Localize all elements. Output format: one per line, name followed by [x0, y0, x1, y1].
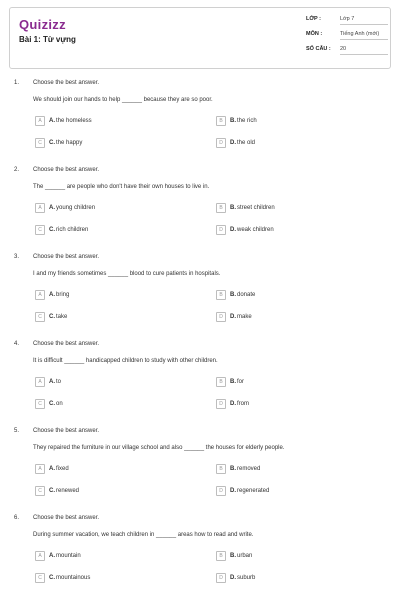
option-c[interactable]	[35, 138, 82, 148]
option-text: removed	[237, 466, 261, 472]
option-letter: C.	[49, 140, 55, 146]
option-checkbox[interactable]: D	[216, 312, 226, 322]
option-checkbox[interactable]: D	[216, 573, 226, 583]
option-a[interactable]	[35, 377, 61, 387]
question-stem: I and my friends sometimes ______ blood to cure patients in hospitals.	[33, 271, 221, 277]
question-number: 2.	[14, 167, 20, 173]
option-a[interactable]	[35, 551, 81, 561]
option-text: the rich	[237, 118, 257, 124]
question-stem: It is difficult ______ handicapped children to study with other children.	[33, 358, 218, 364]
option-c[interactable]	[35, 399, 63, 409]
option-letter: B.	[230, 292, 236, 298]
option-a[interactable]	[35, 290, 69, 300]
option-d[interactable]	[216, 486, 269, 496]
option-checkbox[interactable]: A	[35, 377, 45, 387]
option-checkbox[interactable]: D	[216, 225, 226, 235]
option-letter: D.	[230, 314, 236, 320]
option-checkbox[interactable]: C	[35, 399, 45, 409]
option-letter: A.	[49, 292, 55, 298]
option-text: from	[237, 401, 249, 407]
question-instruction: Choose the best answer.	[33, 515, 100, 521]
question-count-value: 20	[340, 46, 388, 55]
option-a[interactable]	[35, 203, 95, 213]
option-c[interactable]	[35, 486, 79, 496]
option-letter: B.	[230, 553, 236, 559]
option-letter: B.	[230, 379, 236, 385]
option-checkbox[interactable]: C	[35, 486, 45, 496]
option-letter: C.	[49, 227, 55, 233]
option-letter: C.	[49, 575, 55, 581]
option-checkbox[interactable]: B	[216, 377, 226, 387]
option-checkbox[interactable]: D	[216, 399, 226, 409]
option-checkbox[interactable]: B	[216, 116, 226, 126]
option-b[interactable]	[216, 464, 260, 474]
option-checkbox[interactable]: B	[216, 290, 226, 300]
option-b[interactable]	[216, 290, 255, 300]
question-instruction: Choose the best answer.	[33, 80, 100, 86]
option-text: renewed	[56, 488, 80, 494]
option-letter: C.	[49, 488, 55, 494]
option-letter: A.	[49, 553, 55, 559]
option-letter: A.	[49, 466, 55, 472]
option-text: rich children	[56, 227, 89, 233]
quizizz-logo: Quizizz	[19, 17, 66, 32]
option-c[interactable]	[35, 225, 88, 235]
option-text: young children	[56, 205, 96, 211]
option-text: take	[56, 314, 68, 320]
option-text: the old	[237, 140, 256, 146]
option-checkbox[interactable]: A	[35, 290, 45, 300]
option-text: the homeless	[56, 118, 92, 124]
grade-value: Lớp 7	[340, 16, 388, 25]
option-checkbox[interactable]: C	[35, 138, 45, 148]
option-b[interactable]	[216, 116, 257, 126]
option-checkbox[interactable]: C	[35, 312, 45, 322]
option-d[interactable]	[216, 312, 252, 322]
question-number: 3.	[14, 254, 20, 260]
option-text: mountainous	[56, 575, 91, 581]
option-text: bring	[56, 292, 70, 298]
option-b[interactable]	[216, 377, 244, 387]
option-text: make	[237, 314, 252, 320]
option-d[interactable]	[216, 225, 274, 235]
question-number: 4.	[14, 341, 20, 347]
option-letter: C.	[49, 314, 55, 320]
option-checkbox[interactable]: B	[216, 464, 226, 474]
question-number: 5.	[14, 428, 20, 434]
option-text: regenerated	[237, 488, 270, 494]
option-a[interactable]	[35, 116, 92, 126]
option-text: street children	[237, 205, 275, 211]
question-stem: During summer vacation, we teach children in ______ areas how to read and write.	[33, 532, 254, 538]
option-text: on	[56, 401, 63, 407]
subject-label: MÔN :	[306, 31, 323, 37]
option-text: the happy	[56, 140, 83, 146]
subject-value: Tiếng Anh (mới)	[340, 31, 388, 40]
question-count-label: SỐ CÂU :	[306, 46, 331, 52]
option-text: weak children	[237, 227, 274, 233]
question-instruction: Choose the best answer.	[33, 428, 100, 434]
option-d[interactable]	[216, 138, 255, 148]
option-text: mountain	[56, 553, 81, 559]
option-text: donate	[237, 292, 256, 298]
option-letter: D.	[230, 227, 236, 233]
question-instruction: Choose the best answer.	[33, 341, 100, 347]
option-checkbox[interactable]: A	[35, 116, 45, 126]
question-instruction: Choose the best answer.	[33, 167, 100, 173]
question-stem: The ______ are people who don't have their own houses to live in.	[33, 184, 210, 190]
option-text: for	[237, 379, 245, 385]
option-checkbox[interactable]: D	[216, 486, 226, 496]
option-checkbox[interactable]: A	[35, 203, 45, 213]
question-number: 1.	[14, 80, 20, 86]
option-text: urban	[237, 553, 253, 559]
grade-label: LỚP :	[306, 16, 321, 22]
option-text: to	[56, 379, 62, 385]
option-checkbox[interactable]: A	[35, 551, 45, 561]
option-letter: D.	[230, 575, 236, 581]
question-stem: We should join our hands to help ______ because they are so poor.	[33, 97, 213, 103]
option-letter: D.	[230, 401, 236, 407]
option-c[interactable]	[35, 573, 90, 583]
option-letter: B.	[230, 118, 236, 124]
option-checkbox[interactable]: A	[35, 464, 45, 474]
option-d[interactable]	[216, 573, 255, 583]
option-letter: D.	[230, 488, 236, 494]
option-checkbox[interactable]: C	[35, 573, 45, 583]
question-number: 6.	[14, 515, 20, 521]
worksheet-header	[9, 7, 391, 69]
option-letter: D.	[230, 140, 236, 146]
option-d[interactable]	[216, 399, 249, 409]
option-c[interactable]	[35, 312, 67, 322]
option-letter: B.	[230, 205, 236, 211]
question-instruction: Choose the best answer.	[33, 254, 100, 260]
option-letter: A.	[49, 118, 55, 124]
option-checkbox[interactable]: D	[216, 138, 226, 148]
option-checkbox[interactable]: B	[216, 551, 226, 561]
option-letter: A.	[49, 205, 55, 211]
option-a[interactable]	[35, 464, 69, 474]
option-letter: C.	[49, 401, 55, 407]
option-checkbox[interactable]: B	[216, 203, 226, 213]
option-letter: B.	[230, 466, 236, 472]
option-letter: A.	[49, 379, 55, 385]
option-text: suburb	[237, 575, 256, 581]
option-text: fixed	[56, 466, 69, 472]
question-stem: They repaired the furniture in our village school and also ______ the houses for elderly people.	[33, 445, 285, 451]
option-checkbox[interactable]: C	[35, 225, 45, 235]
option-b[interactable]	[216, 203, 275, 213]
option-b[interactable]	[216, 551, 252, 561]
worksheet-title: Bài 1: Từ vựng	[19, 35, 76, 44]
